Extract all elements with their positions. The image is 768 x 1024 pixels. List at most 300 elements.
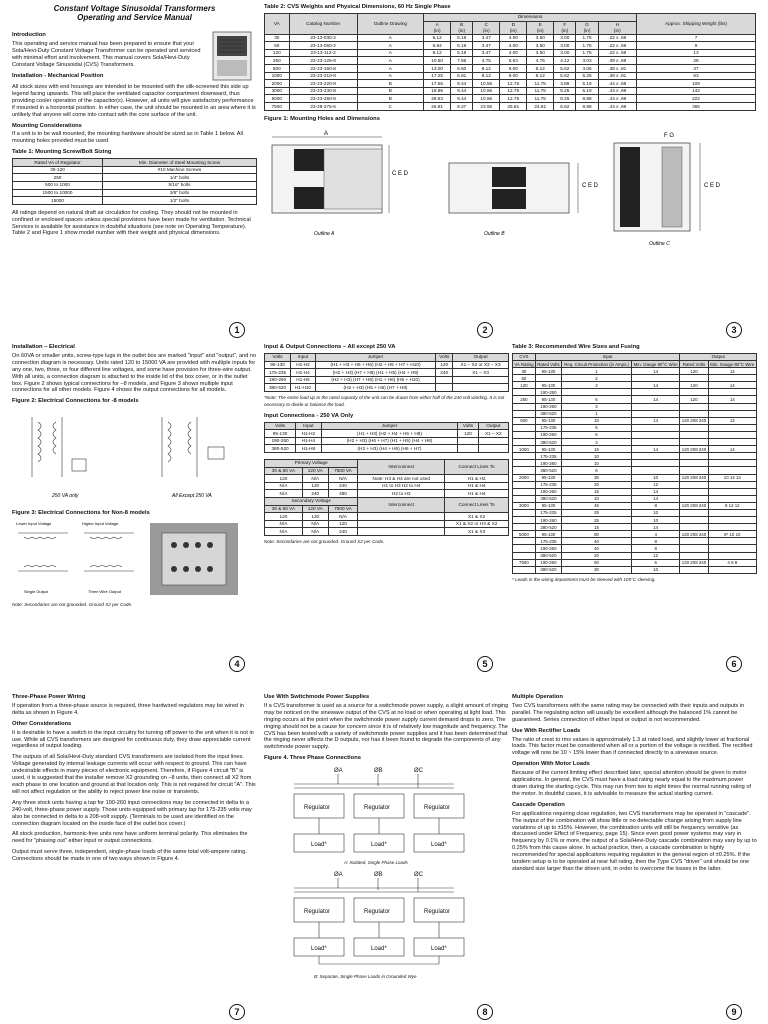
table-cell: 23-23-220-8 — [289, 80, 357, 88]
table-cell: 23.55 — [473, 103, 500, 111]
figure4-three-phase — [264, 764, 509, 984]
svg-text:C E D: C E D — [704, 182, 721, 189]
table-cell: 3.00 — [554, 42, 576, 50]
other-text-3: Any three stock units having a tap for 190-260 input connections may be connected in delta to a 240-volt, three-phase power supply. Those units equipped with primary tap for 175-235 volts may also be connected in delta to a 208-volt supply. (Terminals to be used are identified on the connection diagram located on the inside face of the outlet box cover.) — [12, 799, 252, 827]
table-cell: 240 — [328, 482, 358, 490]
table-row — [13, 197, 257, 205]
table-cell — [631, 375, 679, 382]
table-cell: 95-130 — [535, 502, 561, 509]
table-cell: 14 — [631, 446, 679, 453]
table-cell: 3.00 — [554, 49, 576, 57]
table-row — [513, 439, 757, 446]
table-cell: 14 — [708, 417, 756, 424]
table-cell — [436, 376, 453, 384]
table-cell: 1.75 — [576, 49, 598, 57]
table-cell: N/A — [328, 513, 358, 521]
table-row — [513, 552, 757, 559]
table-cell: 10.56 — [473, 80, 500, 88]
table-cell: 11.75 — [527, 87, 554, 95]
intro-block — [12, 28, 257, 84]
table-cell: 120 208 240 — [681, 503, 707, 509]
table-header: Min. Diameter of Steel Mounting Screw — [103, 159, 257, 167]
page-number-2: 2 — [477, 322, 493, 338]
table-row — [513, 446, 757, 453]
table-cell: H1-H8 — [296, 445, 322, 453]
table-cell: 12.75 — [500, 95, 527, 103]
page-number-9: 9 — [726, 1004, 742, 1020]
table-cell: 120 — [328, 520, 358, 528]
table-cell — [708, 467, 756, 474]
table-row — [265, 482, 509, 490]
table-cell — [478, 437, 508, 445]
table-cell: 5.19 — [451, 49, 473, 57]
fig2-left-caption: 250 VA only — [52, 493, 79, 500]
table-cell: 120 208 240 — [681, 446, 707, 452]
table-cell: 5.19 — [576, 87, 598, 95]
table-cell: 175-235 — [535, 481, 561, 488]
table-row — [265, 72, 756, 80]
table-header: Output — [453, 353, 509, 361]
table-cell: 8.12 — [527, 72, 554, 80]
table-cell: 10 — [562, 495, 632, 502]
table-cell: 1 — [562, 410, 632, 417]
table-header: D (in) — [500, 21, 527, 34]
fig2-right-caption: All Except 250 VA — [172, 493, 212, 500]
table-cell: 6 — [631, 559, 679, 566]
table-cell: 28 — [637, 57, 756, 65]
table-row — [265, 513, 509, 521]
table-row — [265, 445, 509, 453]
table-row — [513, 488, 757, 495]
table-cell: Note: H3 & H4 are not used — [358, 475, 445, 483]
table-cell: 3 — [562, 439, 632, 446]
table-cell — [708, 410, 756, 417]
svg-text:Regulator: Regulator — [424, 805, 451, 812]
table-cell: 23-23-125-8 — [289, 57, 357, 65]
table-cell: 14 — [631, 396, 679, 403]
table-cell — [708, 538, 756, 545]
table-cell — [513, 410, 536, 417]
table-cell: 63 — [637, 72, 756, 80]
table-cell: 15 — [562, 488, 632, 495]
table-cell: 95-130 — [535, 368, 561, 375]
figure3-diagrams — [12, 519, 142, 599]
table-cell: 5.19 — [451, 34, 473, 42]
table-cell — [680, 566, 708, 573]
io-250-title: Input Connections - 250 VA Only — [264, 412, 354, 419]
table-cell: 500 to 1000 — [13, 181, 103, 189]
other-text-1: It is desirable to have a switch in the input circuitry for turning off power to the unit when it is not in use. While all CVS transformers are designed for continuous duty, they draw appreciable current regardless of output loading. — [12, 729, 254, 750]
table-cell: H1-H2 — [291, 361, 316, 369]
table-header: H (in) — [598, 21, 636, 34]
table-cell: 23-23-230-8 — [289, 87, 357, 95]
table-cell — [631, 403, 679, 410]
table2-dimensions: VA Catalog Number Outline Drawing Dimensions Approx. Shipping Weight (lbs) A (in) B (in) C (in) D (in) E (in) F (in) G (in) H (in) 30 23-13-030-2 A 6.12 5.19 3.47 4.00 3.50 3.00 1.75 .22 x .59 7 60 23-13-060-2 A 6.94 5.19 3.47 4.00 3.50 3.00 1.75 .22 x .59 9 120 23-13-112-2 A 8.12 5.19 3.47 4.00 3.50 3.00 1.75 .22 x .59 13 250 23-23-125-8 A 10.50 7.56 4.75 5.63 4.75 4.12 3.03 .39 x .69 28 500 23-23-150-8 A 13.00 6.50 8.12 9.00 8.12 5.62 3.06 .38 x .81 37 1000 23-23-210-8 A 17.25 6.81 8.12 9.00 8.12 5.62 5.25 .38 x .81 63 2000 23-23-220-8 B 17.56 9.44 10.56 12.75 11.75 3.88 5.19 .44 x .69 109 3000 23-23-230-8 B 18.96 9.44 10.56 12.75 11.75 5.25 5.19 .44 x .69 142 5000 23-23-250-8 B 28.53 9.44 10.56 12.75 11.75 8.25 8.88 .44 x .69 222 7500 23-28-275-6 C 26.91 9.27 23.55 25.81 24.81 6.62 8.88 .44 x .69 365 — [264, 13, 756, 111]
table-cell — [513, 517, 536, 524]
table-cell: 11.75 — [527, 80, 554, 88]
table-cell — [358, 528, 445, 536]
table-cell — [708, 460, 756, 467]
table-cell: 14 — [631, 382, 679, 389]
table-cell: .22 x .59 — [598, 34, 636, 42]
intro-text: This operating and service manual has been prepared to ensure that your Sola/Hevi-Duty Constant Voltage Transformer can be operated and serviced with minimal effort and involvement. This manual covers Sola/Hevi-Duty Constant Voltage Sinusoidal (CVS) Transformers. — [12, 40, 201, 68]
table-cell: 10 — [562, 453, 632, 460]
table-cell: 95-130 — [265, 430, 296, 438]
table-row — [513, 474, 757, 481]
table-cell: 10 — [562, 417, 632, 424]
table-cell: 175-235 — [265, 369, 291, 377]
svg-text:Load*: Load* — [311, 842, 327, 849]
table-cell: (H2 + H3) (H7 + H8) (H1 + H6) (H5 + H10) — [315, 376, 435, 384]
table-cell: 240 — [302, 490, 328, 498]
table-header: Jumper — [315, 353, 435, 361]
table-cell: 7 — [637, 34, 756, 42]
table-cell: 120 — [302, 482, 328, 490]
table1-mounting-bolts — [12, 158, 257, 205]
rectifier-heading: Use With Rectifier Loads — [512, 727, 581, 734]
io-title: Input & Output Connections – All except 250 VA — [264, 344, 396, 350]
table-cell: H1-H4 — [296, 437, 322, 445]
table-cell: 15000 — [13, 197, 103, 205]
fig3-lower-caption: Lower Input Voltage — [16, 521, 52, 527]
table-cell — [680, 488, 708, 495]
table-cell: H1 & H2 — [445, 475, 509, 483]
svg-text:C E D: C E D — [392, 170, 409, 177]
table-row — [513, 566, 757, 573]
table-header: C (in) — [473, 21, 500, 34]
table-cell: N/A — [265, 482, 303, 490]
table-cell: 14 — [631, 368, 679, 375]
svg-text:Regulator: Regulator — [364, 805, 391, 812]
table1-title: Table 1: Mounting Screw/Bolt Sizing — [12, 149, 112, 156]
table-cell — [708, 375, 756, 382]
table-cell: 4 6 8 — [708, 559, 756, 566]
svg-text:Load*: Load* — [371, 842, 387, 849]
table-cell: 380-520 — [265, 384, 291, 392]
table-cell: 25.81 — [500, 103, 527, 111]
table-cell: 5.25 — [554, 87, 576, 95]
table-cell: 10 — [631, 509, 679, 516]
table-cell: 13 — [637, 49, 756, 57]
table-cell: 60 — [513, 375, 536, 382]
table-cell: 120 — [458, 430, 478, 438]
three-phase-heading: Three-Phase Power Wiring — [12, 694, 86, 700]
table-cell: 190-260 — [265, 437, 296, 445]
fig-note: Note: Secondaries are not grounded. Ground X2 per Code. — [12, 602, 133, 608]
table-cell — [513, 538, 536, 545]
table-cell: 380-520 — [535, 524, 561, 531]
table-cell: 120 — [680, 382, 708, 389]
other-considerations-heading: Other Considerations — [12, 720, 72, 727]
svg-text:Load*: Load* — [371, 946, 387, 953]
table-cell: 4.12 — [554, 57, 576, 65]
svg-text:ØA: ØA — [334, 768, 343, 775]
table-cell — [680, 424, 708, 431]
manual-title: Constant Voltage Sinusoidal Transformers Operating and Service Manual — [53, 4, 216, 22]
table-cell: 380-520 — [535, 410, 561, 417]
table-cell: 5.19 — [451, 42, 473, 50]
table-cell: 500 — [265, 65, 290, 73]
table-cell: 10 — [631, 474, 679, 481]
table-cell: 3.03 — [576, 57, 598, 65]
table-cell: 9 — [637, 42, 756, 50]
table-cell: 8 12 12 — [708, 502, 756, 509]
table-cell: (H2 + H3) (H6 + H7) (H1 + H5) (H4 + H8) — [321, 437, 458, 445]
table-cell: (H1 + H3 + H5 + H6) (H2 + H5 + H7 + H10) — [315, 361, 435, 369]
table-cell: 3 — [562, 403, 632, 410]
table-cell — [708, 495, 756, 502]
page-number-5: 5 — [477, 656, 493, 672]
outline-a-drawing — [272, 131, 409, 237]
table-cell: 4.75 — [473, 57, 500, 65]
table-cell: 8* 10 10 — [708, 531, 756, 538]
table-cell: 14 — [631, 488, 679, 495]
intro-heading: Introduction — [12, 32, 46, 38]
table-cell — [358, 513, 445, 521]
table-row — [13, 174, 257, 182]
table-cell — [631, 460, 679, 467]
table-cell: 5000 — [265, 95, 290, 103]
table-cell: 380-520 — [265, 445, 296, 453]
table-cell — [458, 445, 478, 453]
table-cell: 18.96 — [424, 87, 451, 95]
table-row — [265, 490, 509, 498]
table-header: G (in) — [576, 21, 598, 34]
table-cell: 6 — [562, 396, 632, 403]
table-row — [265, 430, 509, 438]
table-cell: B — [357, 80, 424, 88]
table-cell: 95-130 — [535, 446, 561, 453]
table-cell: 5.19 — [576, 80, 598, 88]
fig3-title: Figure 3: Electrical Connections for Non-8 models — [12, 510, 150, 517]
multiple-op-heading: Multiple Operation — [512, 694, 563, 700]
table-cell: X1 – X3 — [453, 369, 509, 377]
table-cell — [513, 431, 536, 438]
page-7 — [12, 694, 257, 1020]
outline-c-label: Outline C — [649, 240, 670, 247]
table-cell: 8.12 — [424, 49, 451, 57]
table-cell: 23-28-275-6 — [289, 103, 357, 111]
table-cell: 14 — [708, 396, 756, 403]
table-cell: 8.12 — [473, 65, 500, 73]
table-cell: .22 x .59 — [598, 42, 636, 50]
table-cell: 190-260 — [535, 460, 561, 467]
svg-text:F G: F G — [664, 132, 674, 139]
table-cell: 4.00 — [500, 49, 527, 57]
table-cell — [708, 403, 756, 410]
table-cell: 14 — [708, 446, 756, 453]
table-cell: 20 — [562, 481, 632, 488]
table-cell: X1 & X3 — [445, 528, 509, 536]
table-cell: N/A — [302, 528, 328, 536]
table-cell: 120 — [513, 382, 536, 389]
table-cell — [680, 552, 708, 559]
table-cell — [513, 524, 536, 531]
table-row — [513, 559, 757, 566]
table-row — [513, 424, 757, 431]
table-cell: .44 x .69 — [598, 80, 636, 88]
table-cell: 25 — [562, 509, 632, 516]
table-cell: 7500 — [513, 559, 536, 566]
figure1-title: Figure 1: Mounting Holes and Dimensions — [264, 115, 380, 122]
switchmode-text: If a CVS transformer is used as a source for a switchmode power supply, a slight amount of ringing may be noticed on the sinewave output of the CVS at no load or when operating at light load. This ringing occurs at the point when the switchmode power supply current demand drops to zero. The ringing should not be a cause for concern since it is of relatively low magnitude and frequency. The CVS has been tested with a variety of switchmode power supplies and it has been determined that the ringing never affects the D outputs, nor has it been found to degrade the components of any switchmode power supply. — [264, 702, 509, 751]
table-header: Volts — [265, 422, 296, 430]
table-cell: 1000 — [265, 72, 290, 80]
table-header: A (in) — [424, 21, 451, 34]
table-cell — [708, 524, 756, 531]
table-cell: 9.00 — [500, 72, 527, 80]
table-cell: H1 & H4 — [445, 490, 509, 498]
table-cell: H1 to H3 H2 to H4 — [358, 482, 445, 490]
table-cell: 240 — [436, 369, 453, 377]
table-cell: 10.56 — [473, 87, 500, 95]
table-cell: 12 — [631, 552, 679, 559]
table-cell: 1000 — [513, 446, 536, 453]
table-cell — [708, 552, 756, 559]
table-header: Output — [478, 422, 508, 430]
table-cell: 480 — [328, 490, 358, 498]
table-cell: 17.56 — [424, 80, 451, 88]
table-cell: 45 — [562, 502, 632, 509]
table-cell: 14 — [631, 524, 679, 531]
table-cell: 190-260 — [535, 545, 561, 552]
table-cell: 5.62 — [554, 65, 576, 73]
svg-text:A: A — [324, 130, 329, 137]
table-cell: .39 x .69 — [598, 57, 636, 65]
table-cell: 10 14 14 — [708, 474, 756, 481]
svg-text:Load*: Load* — [311, 946, 327, 953]
table-row — [265, 42, 756, 50]
fig3-higher-caption: Higher Input Voltage — [82, 521, 119, 527]
table-cell: 3000 — [265, 87, 290, 95]
table-cell — [631, 439, 679, 446]
page-4 — [12, 344, 257, 674]
table-header: Jumper — [321, 422, 458, 430]
table-cell: 95-130 — [535, 396, 561, 403]
table-cell: 9.00 — [500, 65, 527, 73]
table-cell — [708, 566, 756, 573]
rectifier-text: The ratio of crest to rms values is approximately 1.3 at rated load, and slightly lower at fractional loads. This factor must be considered when all or a portion of the voltage is rectified. The rectified voltage will now be 10 ~ 15% lower than if connected directly to a sinewave source. — [512, 736, 753, 757]
table-header: E (in) — [527, 21, 554, 34]
table-cell: 15 — [562, 446, 632, 453]
table-cell: 6.81 — [451, 72, 473, 80]
table-cell: 6.12 — [424, 34, 451, 42]
other-text-5: Output must serve three, independent, single-phase loads of the same total volt-ampere rating. Connections should be made in one of two ways shown in Figure 4. — [12, 849, 247, 863]
table-cell: .44 x .69 — [598, 87, 636, 95]
table-header: Volts — [458, 422, 478, 430]
table-cell: 190-260 — [535, 559, 561, 566]
table-row — [513, 396, 757, 403]
table-cell: 120 — [680, 368, 708, 375]
table-cell — [680, 460, 708, 467]
table-cell — [513, 389, 536, 396]
table-header: Input — [291, 353, 316, 361]
table-cell: (H2 + H3) (H5 + H6) (H7 + H8) — [315, 384, 435, 392]
table-row — [513, 545, 757, 552]
table-row — [13, 181, 257, 189]
table-cell: 95-130 — [535, 382, 561, 389]
table-cell: 1 — [562, 368, 632, 375]
table-cell: 380-520 — [535, 439, 561, 446]
table-cell: 60 — [562, 559, 632, 566]
table-cell: 9.27 — [451, 103, 473, 111]
terminal-box-photo — [146, 519, 242, 599]
table-cell: 190-260 — [265, 376, 291, 384]
table-cell: 20 — [562, 552, 632, 559]
table-cell — [708, 389, 756, 396]
table-cell: H1-H2 — [296, 430, 322, 438]
table-cell: 6 — [562, 431, 632, 438]
secondary-note: Note: Secondaries are not grounded. Ground X2 per Code. — [264, 538, 385, 544]
outline-c-drawing — [614, 133, 721, 247]
table-row — [13, 166, 257, 174]
wire-note: * Leads in the wiring department must be sleeved with 105°C sleeving. — [512, 576, 656, 582]
multiple-op-text: Two CVS transformers with the same rating may be connected with their inputs and outputs in parallel. The regulating action will usually be excellent although the balanced 1% cannot be guaranteed. Series connection of either input or output is not recommended. — [512, 702, 745, 723]
table-header: Input — [296, 422, 322, 430]
outline-b-drawing — [449, 163, 599, 237]
page-8 — [264, 694, 509, 1020]
table-cell: 3 — [562, 382, 632, 389]
table-cell: 30 — [562, 566, 632, 573]
table-cell: 4 — [631, 531, 679, 538]
table-cell — [631, 453, 679, 460]
table-cell: 4.75 — [527, 57, 554, 65]
io-table — [264, 353, 509, 392]
table-row — [265, 87, 756, 95]
table-cell: 175-235 — [535, 509, 561, 516]
page-number-8: 8 — [477, 1004, 493, 1020]
transformer-photo — [207, 28, 257, 84]
table-cell: B — [357, 95, 424, 103]
table-cell: H1-H10 — [291, 384, 316, 392]
table-cell: N/A — [302, 520, 328, 528]
table-cell: 6 — [562, 424, 632, 431]
table-cell — [513, 552, 536, 559]
table-row — [265, 95, 756, 103]
table-cell: 8.88 — [576, 103, 598, 111]
other-text-2: The outputs of all Sola/Hevi-Duty standard CVS transformers are isolated from the input lines. Voltage generated by internal leakage currents will occur with respect to ground. This can have undesirable effects in many pieces of electronic equipment. Therefore, if Figure 4 circuit "B" is used, it is suggested that the installer remove X2 grounding on –8 units, then connect all X2 from each phase to one location and ground at that location only. This is not required for circuit "A". This will not affect regulation or the ability to reject power line noise or transients. — [12, 754, 256, 795]
table-cell: 9.44 — [451, 95, 473, 103]
table-cell: 23-23-250-8 — [289, 95, 357, 103]
mounting-text: If a unit is to be wall mounted, the mounting hardware should be sized as in Table 1 below. All mounting holes provided must be used — [12, 131, 243, 145]
table-cell: 30 — [513, 368, 536, 375]
table-cell: A — [357, 72, 424, 80]
page-number-6: 6 — [726, 656, 742, 672]
table-cell — [680, 538, 708, 545]
table-cell: 14 — [708, 368, 756, 375]
table-cell: .44 x .69 — [598, 103, 636, 111]
table-cell: 250 — [513, 396, 536, 403]
table-cell — [631, 424, 679, 431]
table-cell: 95-130 — [535, 417, 561, 424]
table-cell: 10 — [631, 566, 679, 573]
table-cell: 120 — [680, 396, 708, 403]
io-note: *Note: The entire load up to the rated capacity of the unit can be drawn from either half of the 240 volt winding. It is not necessary to divide or balance the load. — [264, 394, 505, 407]
cascade-heading: Cascade Operation — [512, 801, 565, 808]
figure2-diagrams — [12, 407, 257, 503]
svg-text:Regulator: Regulator — [424, 909, 451, 916]
table-cell — [708, 545, 756, 552]
table-row — [513, 453, 757, 460]
table-cell: A — [357, 34, 424, 42]
table-cell: 95-130 — [535, 474, 561, 481]
svg-text:Regulator: Regulator — [304, 909, 331, 916]
table-cell: 120 — [265, 49, 290, 57]
table-cell: 3/8" bolts — [103, 189, 257, 197]
table-cell: 3.50 — [527, 34, 554, 42]
table-cell: (H2 + H3) (H4 + H5) (H6 + H7) — [321, 445, 458, 453]
table-cell: 120 208 240 — [681, 531, 707, 537]
